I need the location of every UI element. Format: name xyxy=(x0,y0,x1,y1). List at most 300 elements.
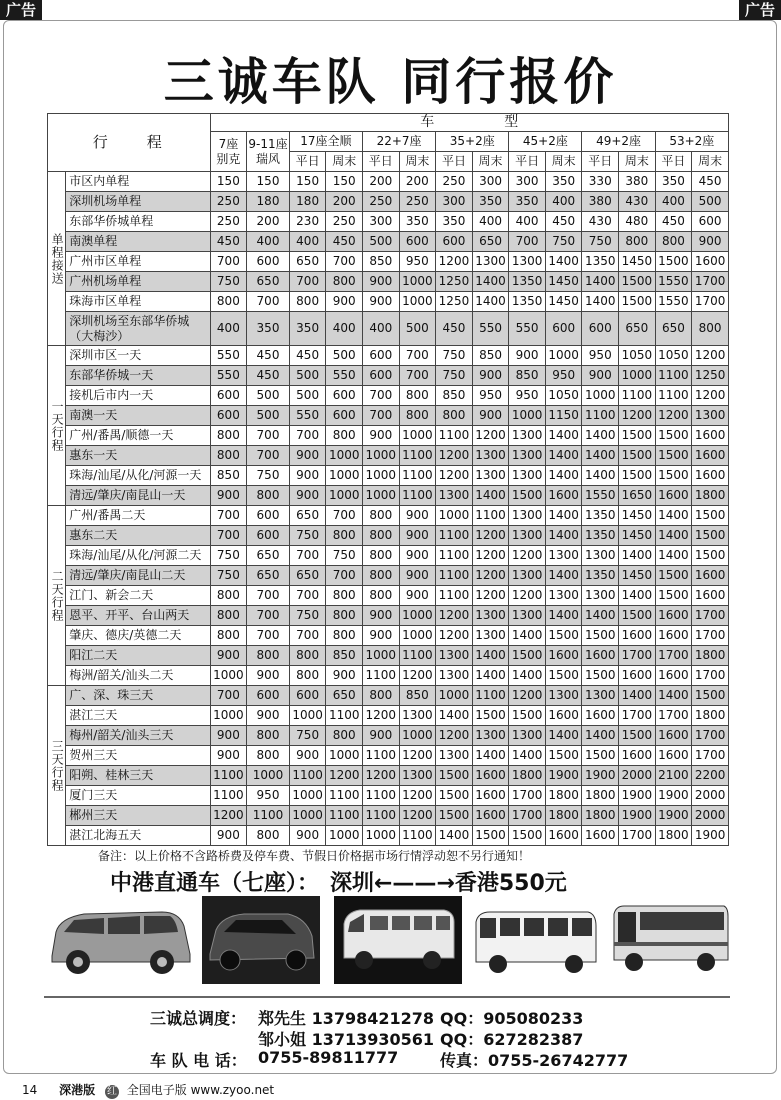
price-cell: 1600 xyxy=(692,466,729,486)
price-cell: 600 xyxy=(582,312,619,346)
route-name: 珠海市区单程 xyxy=(66,292,210,312)
price-cell: 1000 xyxy=(436,506,473,526)
price-cell: 1200 xyxy=(210,806,247,826)
weekday-header: 平日 xyxy=(289,152,326,172)
price-row xyxy=(48,252,729,272)
price-cell: 1250 xyxy=(692,366,729,386)
price-cell: 1700 xyxy=(692,606,729,626)
weekend-header: 周末 xyxy=(545,152,582,172)
price-cell: 1400 xyxy=(582,272,619,292)
price-cell: 1400 xyxy=(619,686,656,706)
price-cell: 1300 xyxy=(509,606,546,626)
price-cell: 800 xyxy=(289,292,326,312)
vehicle-col-header: 22+7座 xyxy=(363,132,436,152)
route-name: 梅州/韶关/汕头三天 xyxy=(66,726,210,746)
price-cell: 1300 xyxy=(582,586,619,606)
price-cell: 350 xyxy=(247,312,290,346)
edition-label: 深港版 xyxy=(59,1083,96,1097)
price-cell: 1800 xyxy=(509,766,546,786)
price-cell: 800 xyxy=(363,686,400,706)
price-row xyxy=(48,586,729,606)
price-cell: 250 xyxy=(210,212,247,232)
price-cell: 1100 xyxy=(399,486,436,506)
price-cell: 600 xyxy=(247,526,290,546)
price-cell: 1400 xyxy=(472,666,509,686)
price-cell: 550 xyxy=(210,346,247,366)
price-cell: 1300 xyxy=(509,726,546,746)
price-cell: 1400 xyxy=(436,706,473,726)
price-cell: 1600 xyxy=(582,826,619,846)
price-cell: 2100 xyxy=(655,766,692,786)
price-cell: 1550 xyxy=(655,292,692,312)
minibus-image xyxy=(334,896,489,984)
red-badge: 红 xyxy=(106,1086,117,1097)
price-cell: 1300 xyxy=(472,252,509,272)
price-cell: 1350 xyxy=(582,506,619,526)
price-cell: 500 xyxy=(289,366,326,386)
price-cell: 180 xyxy=(247,192,290,212)
weekend-header: 周末 xyxy=(399,152,436,172)
price-cell: 500 xyxy=(247,406,290,426)
price-row xyxy=(48,666,729,686)
price-cell: 350 xyxy=(472,192,509,212)
price-cell: 700 xyxy=(210,252,247,272)
price-cell: 1700 xyxy=(692,626,729,646)
price-cell: 1100 xyxy=(363,806,400,826)
price-cell: 1300 xyxy=(509,526,546,546)
price-cell: 950 xyxy=(582,346,619,366)
price-cell: 600 xyxy=(545,312,582,346)
price-cell: 900 xyxy=(289,746,326,766)
price-cell: 750 xyxy=(210,272,247,292)
price-cell: 900 xyxy=(210,646,247,666)
price-cell: 1100 xyxy=(436,586,473,606)
price-cell: 800 xyxy=(326,272,363,292)
price-cell: 1800 xyxy=(692,706,729,726)
price-cell: 850 xyxy=(436,386,473,406)
hk-through-train: 中港直通车（七座）： 深圳←——→香港550元 xyxy=(110,871,567,896)
price-row xyxy=(48,606,729,626)
route-name: 阳江二天 xyxy=(66,646,210,666)
price-cell: 1600 xyxy=(692,566,729,586)
price-cell: 1450 xyxy=(619,566,656,586)
price-cell: 1700 xyxy=(692,272,729,292)
price-cell: 1650 xyxy=(619,486,656,506)
price-cell: 600 xyxy=(289,686,326,706)
price-cell: 1300 xyxy=(472,446,509,466)
price-cell: 1300 xyxy=(509,466,546,486)
price-cell: 1500 xyxy=(692,546,729,566)
price-cell: 800 xyxy=(326,586,363,606)
price-cell: 1600 xyxy=(655,606,692,626)
price-cell: 1000 xyxy=(289,806,326,826)
price-cell: 1000 xyxy=(436,686,473,706)
price-cell: 800 xyxy=(326,426,363,446)
price-cell: 700 xyxy=(247,426,290,446)
price-cell: 750 xyxy=(326,546,363,566)
price-row xyxy=(48,212,729,232)
price-cell: 1700 xyxy=(509,786,546,806)
price-cell: 450 xyxy=(436,312,473,346)
price-cell: 1300 xyxy=(472,726,509,746)
price-cell: 900 xyxy=(399,586,436,606)
price-cell: 1700 xyxy=(692,746,729,766)
trip-group-label: 单程接送 xyxy=(48,172,66,346)
price-cell: 800 xyxy=(210,426,247,446)
price-cell: 450 xyxy=(545,212,582,232)
price-cell: 200 xyxy=(326,192,363,212)
route-name: 深圳机场单程 xyxy=(66,192,210,212)
price-cell: 1100 xyxy=(436,426,473,446)
price-cell: 1000 xyxy=(399,626,436,646)
price-cell: 1400 xyxy=(655,526,692,546)
price-cell: 900 xyxy=(363,292,400,312)
price-cell: 900 xyxy=(472,406,509,426)
price-cell: 800 xyxy=(247,646,290,666)
price-cell: 1200 xyxy=(472,566,509,586)
price-cell: 1200 xyxy=(399,666,436,686)
price-row xyxy=(48,346,729,366)
price-cell: 800 xyxy=(210,626,247,646)
price-cell: 400 xyxy=(509,212,546,232)
price-cell: 1100 xyxy=(472,686,509,706)
price-cell: 1300 xyxy=(509,252,546,272)
route-name: 江门、新会二天 xyxy=(66,586,210,606)
price-cell: 750 xyxy=(582,232,619,252)
price-cell: 700 xyxy=(509,232,546,252)
price-cell: 850 xyxy=(472,346,509,366)
price-cell: 900 xyxy=(210,726,247,746)
route-name: 广州机场单程 xyxy=(66,272,210,292)
price-cell: 800 xyxy=(399,406,436,426)
price-cell: 750 xyxy=(436,366,473,386)
price-cell: 430 xyxy=(582,212,619,232)
mpv-van-image xyxy=(44,896,199,984)
price-cell: 1600 xyxy=(545,486,582,506)
price-cell: 1100 xyxy=(289,766,326,786)
route-name: 湛江三天 xyxy=(66,706,210,726)
price-cell: 800 xyxy=(436,406,473,426)
price-cell: 1500 xyxy=(472,706,509,726)
price-cell: 600 xyxy=(247,252,290,272)
price-cell: 1400 xyxy=(472,746,509,766)
price-cell: 600 xyxy=(363,346,400,366)
price-cell: 900 xyxy=(289,486,326,506)
price-cell: 700 xyxy=(289,626,326,646)
price-cell: 230 xyxy=(289,212,326,232)
price-cell: 750 xyxy=(289,606,326,626)
price-cell: 1100 xyxy=(436,546,473,566)
price-cell: 1300 xyxy=(436,486,473,506)
price-row xyxy=(48,312,729,346)
price-cell: 500 xyxy=(692,192,729,212)
price-cell: 1600 xyxy=(655,486,692,506)
price-cell: 450 xyxy=(289,346,326,366)
price-cell: 800 xyxy=(247,486,290,506)
price-cell: 1300 xyxy=(545,586,582,606)
price-cell: 250 xyxy=(436,172,473,192)
price-cell: 900 xyxy=(692,232,729,252)
price-cell: 250 xyxy=(399,192,436,212)
header-row-1 xyxy=(48,114,729,132)
price-cell: 1300 xyxy=(509,506,546,526)
price-cell: 2200 xyxy=(692,766,729,786)
price-cell: 1500 xyxy=(436,766,473,786)
price-cell: 900 xyxy=(326,666,363,686)
price-cell: 1900 xyxy=(619,806,656,826)
price-cell: 1500 xyxy=(619,272,656,292)
price-cell: 550 xyxy=(210,366,247,386)
price-cell: 700 xyxy=(247,292,290,312)
route-name: 广州/番禺/顺德一天 xyxy=(66,426,210,446)
trip-group-label: 一天行程 xyxy=(48,346,66,506)
route-name: 广州/番禺二天 xyxy=(66,506,210,526)
price-cell: 900 xyxy=(210,746,247,766)
price-row xyxy=(48,466,729,486)
price-cell: 600 xyxy=(363,366,400,386)
weekend-header: 周末 xyxy=(472,152,509,172)
price-cell: 650 xyxy=(472,232,509,252)
price-cell: 750 xyxy=(210,546,247,566)
price-cell: 1500 xyxy=(655,566,692,586)
price-row xyxy=(48,292,729,312)
price-cell: 1250 xyxy=(436,292,473,312)
price-cell: 550 xyxy=(289,406,326,426)
price-cell: 1000 xyxy=(363,826,400,846)
price-cell: 1600 xyxy=(655,726,692,746)
price-cell: 1000 xyxy=(326,466,363,486)
price-cell: 1600 xyxy=(472,766,509,786)
price-cell: 750 xyxy=(289,726,326,746)
price-cell: 900 xyxy=(363,272,400,292)
divider xyxy=(44,996,730,998)
price-cell: 900 xyxy=(363,606,400,626)
price-cell: 900 xyxy=(289,446,326,466)
price-cell: 900 xyxy=(247,706,290,726)
price-cell: 1400 xyxy=(472,486,509,506)
price-cell: 1350 xyxy=(582,526,619,546)
price-cell: 1400 xyxy=(582,426,619,446)
price-cell: 800 xyxy=(655,232,692,252)
price-cell: 300 xyxy=(363,212,400,232)
price-cell: 1200 xyxy=(436,606,473,626)
price-cell: 1500 xyxy=(582,666,619,686)
route-name: 清远/肇庆/南昆山二天 xyxy=(66,566,210,586)
price-cell: 500 xyxy=(363,232,400,252)
price-table xyxy=(47,113,729,846)
vehicle-col-header: 9-11座 瑞风 xyxy=(247,132,290,172)
price-cell: 450 xyxy=(247,366,290,386)
route-name: 惠东二天 xyxy=(66,526,210,546)
price-cell: 1400 xyxy=(545,606,582,626)
price-cell: 600 xyxy=(436,232,473,252)
price-cell: 700 xyxy=(247,586,290,606)
price-cell: 1300 xyxy=(545,546,582,566)
price-cell: 1200 xyxy=(436,726,473,746)
price-cell: 650 xyxy=(247,566,290,586)
price-cell: 1700 xyxy=(619,706,656,726)
price-cell: 400 xyxy=(655,192,692,212)
price-cell: 1500 xyxy=(655,426,692,446)
price-cell: 900 xyxy=(472,366,509,386)
price-cell: 1200 xyxy=(436,466,473,486)
price-cell: 1000 xyxy=(509,406,546,426)
price-cell: 1600 xyxy=(692,446,729,466)
route-name: 东部华侨城单程 xyxy=(66,212,210,232)
price-cell: 700 xyxy=(363,406,400,426)
price-cell: 1500 xyxy=(509,486,546,506)
price-row xyxy=(48,766,729,786)
price-cell: 900 xyxy=(247,666,290,686)
price-cell: 400 xyxy=(289,232,326,252)
price-cell: 1500 xyxy=(436,786,473,806)
price-cell: 900 xyxy=(289,466,326,486)
price-cell: 950 xyxy=(247,786,290,806)
price-cell: 1100 xyxy=(436,566,473,586)
price-cell: 1400 xyxy=(545,506,582,526)
price-cell: 1100 xyxy=(326,786,363,806)
price-cell: 1900 xyxy=(619,786,656,806)
price-cell: 380 xyxy=(582,192,619,212)
price-cell: 400 xyxy=(545,192,582,212)
price-cell: 1400 xyxy=(582,446,619,466)
price-cell: 1500 xyxy=(692,506,729,526)
price-cell: 600 xyxy=(247,686,290,706)
route-name: 深圳市区一天 xyxy=(66,346,210,366)
price-row xyxy=(48,232,729,252)
price-note: 备注：以上价格不含路桥费及停车费、节假日价格据市场行情浮动恕不另行通知！ xyxy=(98,849,531,863)
price-cell: 600 xyxy=(692,212,729,232)
price-cell: 700 xyxy=(326,252,363,272)
price-cell: 400 xyxy=(472,212,509,232)
price-cell: 1400 xyxy=(619,546,656,566)
route-name: 广州市区单程 xyxy=(66,252,210,272)
price-cell: 800 xyxy=(210,606,247,626)
price-cell: 850 xyxy=(509,366,546,386)
price-cell: 800 xyxy=(363,586,400,606)
price-cell: 700 xyxy=(247,606,290,626)
price-cell: 900 xyxy=(363,426,400,446)
route-name: 清远/肇庆/南昆山一天 xyxy=(66,486,210,506)
weekday-header: 平日 xyxy=(509,152,546,172)
price-cell: 1150 xyxy=(545,406,582,426)
price-cell: 750 xyxy=(210,566,247,586)
price-cell: 900 xyxy=(399,526,436,546)
price-cell: 1450 xyxy=(619,506,656,526)
price-cell: 1900 xyxy=(692,826,729,846)
price-cell: 1300 xyxy=(436,746,473,766)
price-cell: 900 xyxy=(399,546,436,566)
vehicle-col-header: 53+2座 xyxy=(655,132,728,152)
price-cell: 800 xyxy=(363,506,400,526)
price-cell: 1200 xyxy=(509,546,546,566)
price-cell: 1800 xyxy=(545,786,582,806)
price-cell: 1500 xyxy=(619,292,656,312)
price-cell: 1400 xyxy=(545,252,582,272)
price-cell: 1200 xyxy=(399,746,436,766)
price-cell: 650 xyxy=(326,686,363,706)
price-cell: 1400 xyxy=(472,292,509,312)
price-cell: 400 xyxy=(247,232,290,252)
price-cell: 750 xyxy=(247,466,290,486)
price-cell: 1500 xyxy=(619,726,656,746)
price-cell: 700 xyxy=(399,346,436,366)
price-cell: 700 xyxy=(326,506,363,526)
route-name: 南澳一天 xyxy=(66,406,210,426)
vehicle-type-header: 车 型 xyxy=(210,114,728,132)
price-cell: 1200 xyxy=(436,252,473,272)
price-cell: 1350 xyxy=(509,272,546,292)
price-cell: 1400 xyxy=(509,626,546,646)
price-cell: 1100 xyxy=(655,366,692,386)
page-footer xyxy=(22,1081,274,1099)
page-title: 三诚车队 同行报价 xyxy=(163,53,618,111)
price-cell: 1200 xyxy=(472,586,509,606)
price-row xyxy=(48,546,729,566)
price-cell: 1700 xyxy=(509,806,546,826)
price-row xyxy=(48,786,729,806)
price-cell: 1500 xyxy=(545,746,582,766)
price-cell: 1700 xyxy=(619,646,656,666)
price-cell: 700 xyxy=(210,526,247,546)
price-row xyxy=(48,726,729,746)
price-cell: 700 xyxy=(363,386,400,406)
price-cell: 1000 xyxy=(326,446,363,466)
price-cell: 1100 xyxy=(655,386,692,406)
price-cell: 1100 xyxy=(436,526,473,546)
price-cell: 800 xyxy=(692,312,729,346)
price-cell: 650 xyxy=(619,312,656,346)
price-cell: 1700 xyxy=(692,666,729,686)
price-cell: 1400 xyxy=(655,506,692,526)
price-cell: 800 xyxy=(326,526,363,546)
price-cell: 1600 xyxy=(619,626,656,646)
price-cell: 1600 xyxy=(619,746,656,766)
price-row xyxy=(48,366,729,386)
price-cell: 1500 xyxy=(582,626,619,646)
price-row xyxy=(48,272,729,292)
price-cell: 1800 xyxy=(655,826,692,846)
price-cell: 1300 xyxy=(472,606,509,626)
price-cell: 1100 xyxy=(582,406,619,426)
price-cell: 1600 xyxy=(582,706,619,726)
price-cell: 1250 xyxy=(436,272,473,292)
route-name: 郴州三天 xyxy=(66,806,210,826)
price-cell: 500 xyxy=(326,346,363,366)
weekend-header: 周末 xyxy=(619,152,656,172)
price-cell: 150 xyxy=(247,172,290,192)
price-cell: 550 xyxy=(509,312,546,346)
price-cell: 600 xyxy=(399,232,436,252)
price-cell: 900 xyxy=(399,506,436,526)
price-cell: 800 xyxy=(210,586,247,606)
route-name: 市区内单程 xyxy=(66,172,210,192)
price-cell: 1500 xyxy=(509,646,546,666)
price-row xyxy=(48,706,729,726)
price-cell: 1400 xyxy=(619,586,656,606)
vehicle-col-header: 35+2座 xyxy=(436,132,509,152)
price-cell: 650 xyxy=(289,252,326,272)
price-cell: 1200 xyxy=(363,706,400,726)
route-name: 广、深、珠三天 xyxy=(66,686,210,706)
price-cell: 1400 xyxy=(655,686,692,706)
price-cell: 1000 xyxy=(619,366,656,386)
price-cell: 1600 xyxy=(692,426,729,446)
price-cell: 800 xyxy=(363,566,400,586)
price-cell: 1500 xyxy=(509,706,546,726)
price-cell: 1500 xyxy=(692,686,729,706)
price-cell: 1500 xyxy=(509,826,546,846)
